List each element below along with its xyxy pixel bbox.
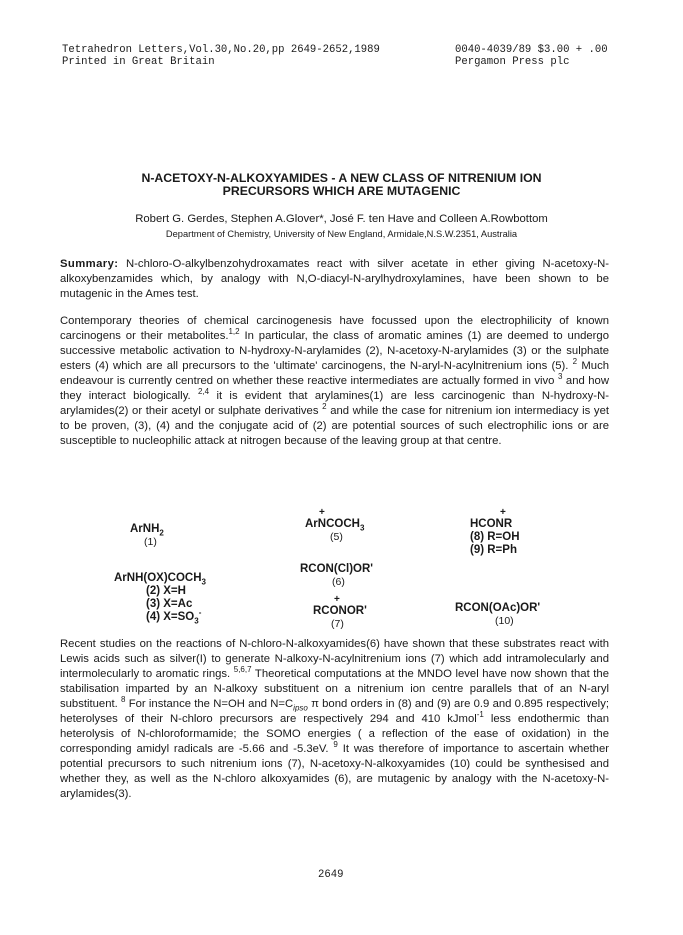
affiliation: Department of Chemistry, University of New England, Armidale,N.S.W.2351, Australia [165,229,518,239]
subscript: 3 [201,577,206,587]
compound-number: (10) [495,615,514,627]
structure-6 [300,563,373,589]
structure-8-9 [470,508,520,557]
formula: ArNH [130,523,160,535]
reference-superscript: 2 [322,402,327,412]
journal-header-right [455,44,608,68]
reference-superscript: 2 [572,357,578,367]
printed-location: Printed in Great Britain [62,56,215,68]
body-text: less endothermic than heterolysis of N-chloroformamide; the SOMO energies ( a reflection of the ease of oxidation) in the corresponding amidyl radicals are -5.66 and -5.3eV. [60,713,609,756]
summary-paragraph [60,257,609,302]
compound-number: (6) [332,576,345,588]
structure-5 [305,508,364,544]
formula: HCONR [470,518,513,530]
compound-variant: (8) R=OH [470,531,520,543]
intro-text: it is evident that arylamines(1) are less carcinogenic than N-hydroxy-N-arylamides(2) or their acetyl or sulphate derivatives [60,390,609,418]
journal-citation: Tetrahedron Letters,Vol.30,No.20,pp 2649-2652,1989 [62,44,380,56]
subscript: 3 [359,523,365,533]
paper-title [40,172,643,198]
reference-superscript: 2,4 [197,387,210,397]
summary-label: Summary: [60,258,119,270]
formula: RCONOR' [313,605,367,617]
reference-superscript: 8 [121,695,126,705]
journal-header-left [62,44,380,68]
superscript: - [198,608,202,618]
compound-number: (5) [330,531,343,543]
formula: ArNCOCH [305,518,360,530]
reference-superscript: 9 [333,740,338,750]
formula: RCON(OAc)OR' [455,602,541,614]
intro-text: and how they interact biologically. [60,375,609,403]
intro-text: In particular, the class of aromatic amines (1) are deemed to undergo successive metabolic activation to N-hydroxy-N-arylamides (2), N-acetoxy-N-arylamides (3) or the sulphate esters (4) which are all precursors to the 'ultimate' carcinogens, the N-aryl-N-acylnitrenium ions (5). [60,330,609,373]
structure-10 [455,602,540,628]
recent-studies-paragraph [60,637,609,803]
intro-paragraph [60,314,609,449]
reference-superscript: 5,6,7 [233,665,252,675]
body-text: It was therefore of importance to ascertain whether potential precursors to such nitrenium ions (7), N-acetoxy-N-alkoxyamides (10) could be synthesised and whether they, as well as the N-chloro alkoxyamides (6), are mutagenic by analogy with the N-acetoxy-N-arylamides(3). [60,743,609,801]
reference-superscript: 3 [557,372,563,382]
title-line-1: N-ACETOXY-N-ALKOXYAMIDES - A NEW CLASS OF NITRENIUM ION [141,171,542,185]
body-text: For instance the N=OH and N=C [125,698,294,711]
compound-variant: (9) R=Ph [470,544,517,556]
structure-1 [130,523,164,549]
cation-charge: + [500,507,506,518]
publisher: Pergamon Press plc [455,56,570,68]
reference-superscript: 1,2 [228,327,240,337]
body-text: Recent studies on the reactions of N-chloro-N-alkoxyamides(6) have shown that these substrates react with Lewis acids such as silver(I) to generate N-alkoxy-N-acylnitrenium ions (7) which add intramolecularly and intermolecularly to aromatic rings. [60,638,609,681]
intro-text: and while the case for nitrenium ion intermediacy is yet to be proven, (3), (4) and the conjugate acid of (2) are potential sources of such electrophilic ions or are susceptible to nucleophilic attack at nitrogen because of the leaving group at that centre. [60,405,609,448]
summary-text: N-chloro-O-alkylbenzohydroxamates react with silver acetate in ether giving N-acetoxy-N-alkoxybenzamides which, by analogy with N,O-diacyl-N-arylhydroxylamines, have been shown to be mutagenic in the Ames test. [60,258,609,301]
body-text: π bond orders in (8) and (9) are 0.9 and 0.895 respectively; heterolyses of their N-chloro precursors are respectively 294 and 410 kJmol [60,698,609,726]
variant-text: (4) X=SO [146,611,195,623]
compound-variant: (3) X=Ac [146,598,193,610]
unit-exponent: -1 [476,710,484,720]
compound-variant [114,608,206,626]
price-code: 0040-4039/89 $3.00 + .00 [455,44,608,56]
compound-number: (7) [331,618,344,630]
compound-variant: (2) X=H [146,585,186,597]
title-line-2: PRECURSORS WHICH ARE MUTAGENIC [222,184,461,198]
page-number: 2649 [318,869,344,881]
structure-2 [114,572,206,624]
intro-text: Much endeavour is currently centred on whether these reactive intermediates are actually formed in vivo [60,360,609,388]
subscript: 2 [159,528,164,538]
cation-charge: + [319,507,325,518]
structure-7 [313,595,367,631]
subscript: 3 [194,616,199,626]
authors: Robert G. Gerdes, Stephen A.Glover*, José F. ten Have and Colleen A.Rowbottom [135,213,548,225]
cation-charge: + [334,594,340,605]
intro-text: Contemporary theories of chemical carcinogenesis have focussed upon the electrophilicity of known carcinogens or their metabolites. [60,315,609,343]
formula: RCON(Cl)OR' [300,563,374,575]
ipso-subscript: ipso [293,703,308,713]
formula: ArNH(OX)COCH [114,572,202,584]
body-text: Theoretical computations at the MNDO level have now shown that the stabilisation imparted by an N-alkoxy substituent on a nitrenium ion centre parallels that of an N-aryl substituent. [60,668,609,711]
compound-number: (1) [144,536,157,548]
